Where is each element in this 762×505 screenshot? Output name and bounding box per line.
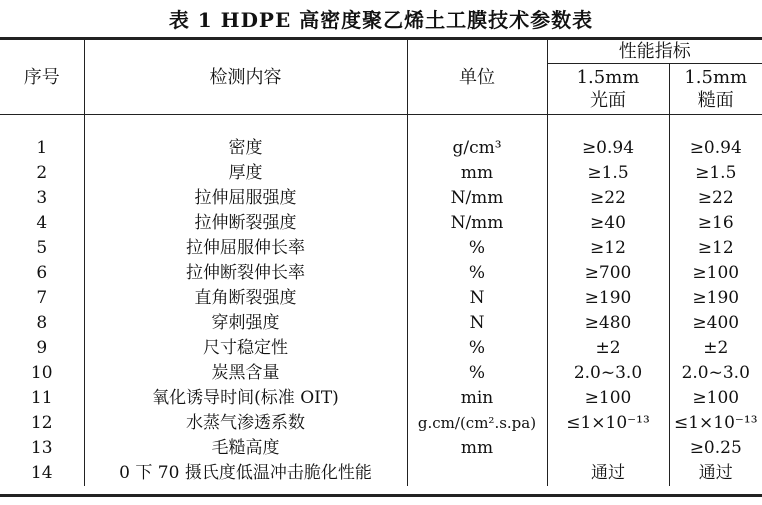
- row-textured-value: ≥22: [669, 186, 762, 211]
- row-textured-value: 2.0~3.0: [669, 361, 762, 386]
- table-row: [0, 386, 762, 411]
- row-unit: mm: [407, 436, 547, 461]
- row-smooth-value: ≥190: [547, 286, 669, 311]
- header-unit: 单位: [407, 37, 547, 115]
- row-item: 拉伸断裂伸长率: [84, 261, 407, 286]
- row-smooth-value: ≥22: [547, 186, 669, 211]
- table-row: [0, 236, 762, 261]
- table-row: [0, 461, 762, 486]
- row-smooth-value: ≥480: [547, 311, 669, 336]
- row-unit: g/cm³: [407, 115, 547, 162]
- row-textured-value: ≥1.5: [669, 161, 762, 186]
- row-item: 水蒸气渗透系数: [84, 411, 407, 436]
- row-textured-value: ≥12: [669, 236, 762, 261]
- row-no: 12: [30, 413, 53, 433]
- row-no: 5: [36, 238, 48, 258]
- row-item: 穿刺强度: [84, 311, 407, 336]
- table-row: [0, 436, 762, 461]
- row-unit: %: [407, 336, 547, 361]
- row-no: 10: [30, 363, 53, 383]
- row-textured-value: ≥100: [669, 386, 762, 411]
- row-smooth-value: ≥1.5: [547, 161, 669, 186]
- table-row: [0, 211, 762, 236]
- row-smooth-value: 2.0~3.0: [547, 361, 669, 386]
- header-performance: 性能指标: [547, 37, 762, 64]
- row-unit: %: [407, 236, 547, 261]
- row-unit: min: [407, 386, 547, 411]
- header-col-textured-thickness: 1.5mm: [684, 67, 748, 88]
- row-no: 9: [36, 338, 48, 358]
- row-no: 1: [36, 138, 48, 158]
- row-unit: N: [407, 311, 547, 336]
- table-row: [0, 336, 762, 361]
- table-row: [0, 186, 762, 211]
- row-item: 尺寸稳定性: [84, 336, 407, 361]
- header-col-smooth-type: 光面: [590, 90, 626, 111]
- row-smooth-value: ≥100: [547, 386, 669, 411]
- row-textured-value: ≥400: [669, 311, 762, 336]
- row-textured-value: ≥190: [669, 286, 762, 311]
- row-unit: N: [407, 286, 547, 311]
- row-item: 0 下 70 摄氏度低温冲击脆化性能: [84, 461, 407, 486]
- header-col-smooth-thickness: 1.5mm: [576, 67, 640, 88]
- row-unit: g.cm/(cm².s.pa): [407, 411, 547, 436]
- row-no: 4: [36, 213, 48, 233]
- row-item: 密度: [84, 115, 407, 162]
- row-item: 氧化诱导时间(标准 OIT): [84, 386, 407, 411]
- parameter-table: [0, 37, 762, 486]
- header-col-textured: [669, 64, 762, 115]
- row-no: 8: [36, 313, 48, 333]
- header-col-textured-type: 糙面: [697, 90, 734, 111]
- row-smooth-value: ≤1×10⁻¹³: [547, 411, 669, 436]
- row-item: 厚度: [84, 161, 407, 186]
- row-smooth-value: [547, 436, 669, 461]
- row-textured-value: ≥100: [669, 261, 762, 286]
- row-item: 拉伸屈服强度: [84, 186, 407, 211]
- table-row: [0, 411, 762, 436]
- row-textured-value: ≥0.94: [669, 115, 762, 162]
- row-unit: N/mm: [407, 186, 547, 211]
- table-title: 表 1 HDPE 高密度聚乙烯土工膜技术参数表: [168, 8, 594, 32]
- row-smooth-value: 通过: [547, 461, 669, 486]
- row-item: 拉伸断裂强度: [84, 211, 407, 236]
- row-item: 炭黑含量: [84, 361, 407, 386]
- row-textured-value: ±2: [669, 336, 762, 361]
- row-unit: mm: [407, 161, 547, 186]
- row-textured-value: ≥16: [669, 211, 762, 236]
- table-row: [0, 311, 762, 336]
- row-unit: %: [407, 361, 547, 386]
- header-item: 检测内容: [84, 37, 407, 115]
- bottom-rule: [0, 494, 762, 497]
- row-no: 2: [36, 163, 48, 183]
- header-no: 序号: [0, 37, 84, 115]
- table-row: [0, 361, 762, 386]
- table-row: [0, 261, 762, 286]
- row-no: 13: [30, 438, 53, 458]
- row-item: 拉伸屈服伸长率: [84, 236, 407, 261]
- row-item: 毛糙高度: [84, 436, 407, 461]
- row-smooth-value: ≥700: [547, 261, 669, 286]
- row-no: 3: [36, 188, 48, 208]
- row-textured-value: ≤1×10⁻¹³: [669, 411, 762, 436]
- row-unit: N/mm: [407, 211, 547, 236]
- row-no: 7: [36, 288, 48, 308]
- row-textured-value: 通过: [669, 461, 762, 486]
- row-smooth-value: ≥40: [547, 211, 669, 236]
- row-no: 11: [30, 388, 53, 408]
- row-smooth-value: ≥12: [547, 236, 669, 261]
- table-row: [0, 161, 762, 186]
- row-smooth-value: ≥0.94: [547, 115, 669, 162]
- row-unit: %: [407, 261, 547, 286]
- row-unit: [407, 461, 547, 486]
- row-item: 直角断裂强度: [84, 286, 407, 311]
- table-row: [0, 286, 762, 311]
- header-col-smooth: [547, 64, 669, 115]
- row-no: 6: [36, 263, 48, 283]
- row-no: 14: [30, 463, 53, 483]
- row-textured-value: ≥0.25: [669, 436, 762, 461]
- table-row: [0, 115, 762, 162]
- row-smooth-value: ±2: [547, 336, 669, 361]
